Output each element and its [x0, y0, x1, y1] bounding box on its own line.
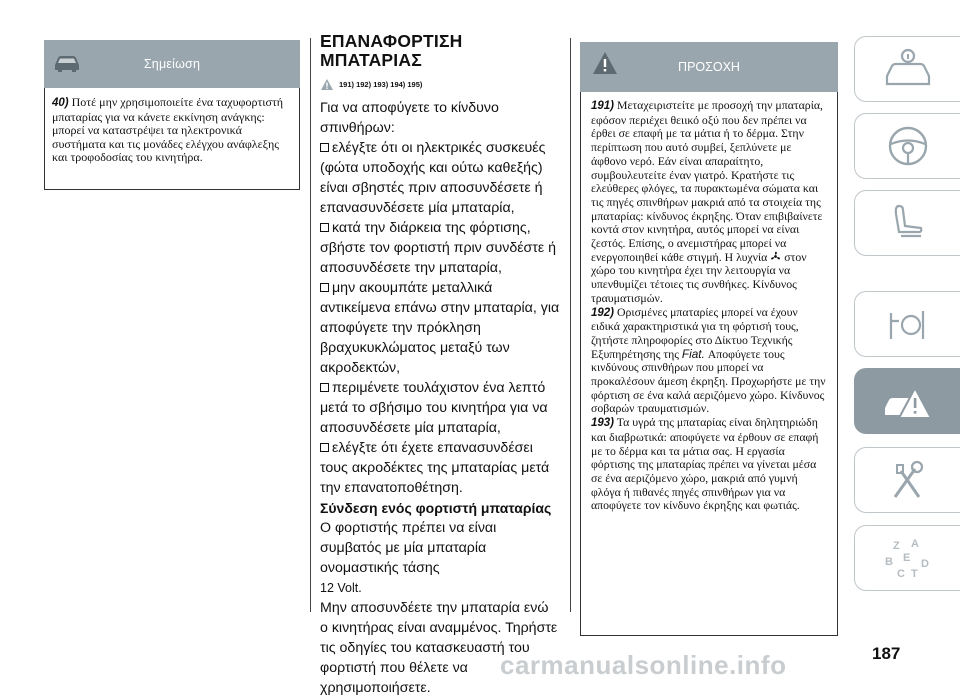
warning-item: 193) Τα υγρά της μπαταρίας είναι δηλητηριώδη και διαβρωτικά: αποφύγετε να έρθουν σε επαφή με το δέρμα και τα μάτια σας. Η εργασία φόρτισης της μπαταρίας πρέπει να γίνεται μέσα σε ένα αεριζόμενο χώρο, μακριά από γυμνή φλόγα ή πιθανές πηγές σπινθήρων για να αποφύγετε τον κίνδυνο έκρηξης και φωτιάς.: [591, 415, 819, 513]
column-divider-left: [310, 38, 311, 612]
tools-icon: [881, 457, 935, 503]
warning-refs: [320, 76, 560, 92]
emergency-car-icon: [881, 378, 935, 424]
checkbox-icon: [320, 443, 329, 452]
svg-text:C: C: [897, 568, 905, 580]
section-text: [320, 98, 560, 698]
note-box: [44, 40, 300, 190]
warning-triangle-icon: [320, 78, 334, 91]
paragraph: Ο φορτιστής πρέπει να είναι συμβατός με μία μπαταρία ονομαστικής τάσης 12 Volt.: [320, 520, 497, 595]
warning-body: [580, 92, 838, 636]
dashboard-lights-icon: [881, 301, 935, 347]
svg-text:Z: Z: [893, 540, 900, 552]
note-title: Σημείωση: [143, 57, 201, 71]
warning-title: ΠΡΟΣΟΧΗ: [678, 60, 740, 74]
tab-seat[interactable]: [854, 190, 960, 256]
subheading: Σύνδεση ενός φορτιστή μπαταρίας: [320, 500, 552, 516]
warning-item: 192) Ορισμένες μπαταρίες μπορεί να έχουν ειδικά χαρακτηριστικά για τη φόρτισή τους, ζητήστε πληροφορίες στο Δίκτυο Τεχνικής Εξυπηρέτησης της Fiat. Αποφύγετε τους κινδύνους σπινθήρων που μπορεί να προκαλέσουν άμεση έκρηξη. Προχωρήστε με την φόρτιση σε ένα καλά αεριζόμενο χώρο. Κίνδυνος σοβαρών τραυματισμών.: [591, 304, 826, 416]
svg-text:B: B: [885, 556, 893, 568]
paragraph: Μην αποσυνδέετε την μπαταρία ενώ ο κινητήρας είναι αναμμένος. Τηρήστε τις οδηγίες του κατασκευαστή του φορτιστή που θέλετε να χρησιμοποιήσετε.: [320, 600, 558, 696]
warning-box: [580, 42, 838, 636]
tab-alphabet-index[interactable]: [854, 525, 960, 591]
checkbox-icon: [320, 143, 329, 152]
step-item: κατά την διάρκεια της φόρτισης, σβήστε τον φορτιστή πριν συνδέστε ή αποσυνδέσετε την μπαταρία,: [320, 220, 557, 276]
car-info-icon: [881, 46, 935, 92]
note-item: [52, 96, 291, 165]
seat-icon: [881, 200, 935, 246]
step-item: περιμένετε τουλάχιστον ένα λεπτό μετά το σβήσιμο του κινητήρα για να αποσυνδέσετε μία μπαταρία,: [320, 380, 548, 436]
svg-text:A: A: [911, 538, 919, 550]
svg-text:E: E: [903, 552, 911, 564]
note-item-label: 40): [52, 97, 69, 109]
svg-text:T: T: [911, 568, 918, 580]
intro-text: Για να αποφύγετε το κίνδυνο σπινθήρων:: [320, 100, 499, 136]
warning-item: 191) Μεταχειριστείτε με προσοχή την μπαταρία, εφόσον περιέχει θειικό οξύ που δεν πρέπει να έρθει σε επαφή με τα μάτια ή το δέρμα. Στην περίπτωση που αυτό συμβεί, ξεπλύνετε με άφθονο νερό. Εάν είναι απαραίτητο, συμβουλευτείτε έναν γιατρό. Κρατήστε τις ελεύθερες φλόγες, τα πυρακτωμένα σώματα και τις πηγές σπινθήρων μακριά από τα στοιχεία της μπαταρίας: κίνδυνος έκρηξης. Όταν επιβιβαίνετε κοντά στον κινητήρα, αυτός μπορεί να είναι ζεστός. Επίσης, ο ανεμιστήρας μπορεί να ενεργοποιηθεί κάθε στιγμή. Η λυχνία στον χώρο του κινητήρα έχει την λειτουργία να υπενθυμίζει τέτοιες τις συνθήκες. Κίνδυνος τραυματισμών.: [591, 98, 823, 305]
note-header: [44, 40, 300, 88]
watermark: carmanualsonline.info: [500, 650, 787, 680]
warning-refs-text: 191) 192) 193) 194) 195): [339, 79, 423, 89]
steering-wheel-icon: [881, 123, 935, 169]
page-number: 187: [872, 644, 901, 663]
alphabet-index-icon: [881, 535, 935, 581]
checkbox-icon: [320, 223, 329, 232]
step-item: ελέγξτε ότι οι ηλεκτρικές συσκευές (φώτα υποδοχής και ούτω καθεξής) είναι σβηστές πριν αποσυνδέσετε ή επανασυνδέσετε μία μπαταρία,: [320, 140, 546, 216]
step-item: ελέγξτε ότι έχετε επανασυνδέσει τους ακροδέκτες της μπαταρίας μετά την επανατοποθέτηση.: [320, 440, 550, 496]
tab-emergency[interactable]: [854, 368, 960, 434]
section-title: ΕΠΑΝΑΦΟΡΤΙΣΗ ΜΠΑΤΑΡΙΑΣ: [320, 31, 463, 70]
tab-dashboard[interactable]: [854, 291, 960, 357]
warning-header: [580, 42, 838, 92]
checkbox-icon: [320, 283, 329, 292]
note-body: [44, 88, 300, 190]
fan-warning-lamp-icon: [770, 251, 781, 262]
tab-car-info[interactable]: [854, 36, 960, 102]
checkbox-icon: [320, 383, 329, 392]
step-item: μην ακουμπάτε μεταλλικά αντικείμενα επάνω στην μπαταρία, για αποφύγετε την πρόκληση βραχυκυκλώματος μεταξύ των ακροδεκτών,: [320, 280, 560, 376]
svg-text:D: D: [921, 558, 929, 570]
tab-steering[interactable]: [854, 113, 960, 179]
tab-tools[interactable]: [854, 447, 960, 513]
note-item-text: Ποτέ μην χρησιμοποιείτε ένα ταχυφορτιστή μπαταρίας για να κάνετε εκκίνηση ανάγκης: μπορεί να καταστρέψει τα ηλεκτρονικά συστήματα και τις μονάδες ελέγχου ανάφλεξης και τροφοδοσίας του κινητήρα.: [52, 95, 284, 165]
column-divider-right: [570, 38, 571, 612]
section-battery-charging: [320, 32, 560, 698]
